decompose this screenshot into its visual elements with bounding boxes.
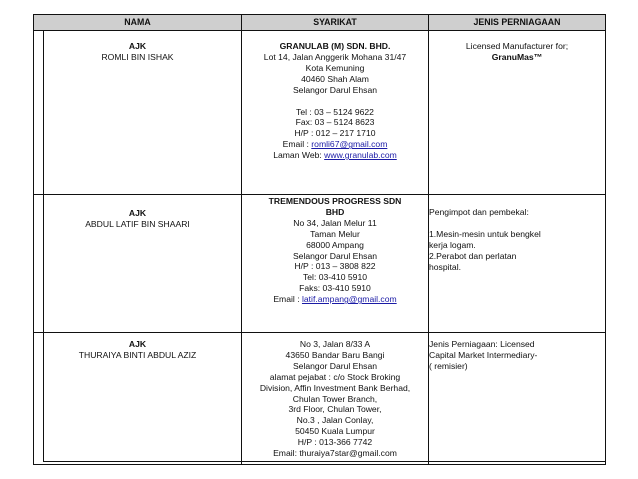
company-line: Division, Affin Investment Bank Berhad, — [259, 382, 411, 393]
business-line: kerja logam. — [429, 239, 476, 250]
company-line: No 3, Jalan 8/33 A — [299, 339, 371, 349]
member-name: ABDUL LATIF BIN SHAARI — [85, 218, 190, 229]
member-name: ROMLI BIN ISHAK — [101, 51, 174, 62]
table-row — [34, 195, 606, 333]
company-line: 3rd Floor, Chulan Tower, — [288, 404, 382, 415]
company-line: H/P : 012 – 217 1710 — [294, 128, 376, 139]
business-cell — [429, 31, 606, 195]
company-line: 43650 Bandar Baru Bangi — [285, 349, 385, 360]
website-line — [242, 150, 428, 161]
company-line: 50450 Kuala Lumpur — [295, 426, 375, 437]
company-line: Taman Melur — [310, 228, 360, 239]
company-line: Chulan Tower Branch, — [292, 393, 378, 404]
business-line: 1.Mesin-mesin untuk bengkel — [429, 228, 541, 239]
name-cell — [34, 31, 242, 195]
company-line: 40460 Shah Alam — [301, 73, 369, 84]
company-line: No.3 , Jalan Conlay, — [296, 415, 374, 426]
company-line: alamat pejabat : c/o Stock Broking — [269, 371, 401, 382]
company-line: Lot 14, Jalan Anggerik Mohana 31/47 — [263, 51, 407, 62]
business-cell — [429, 333, 606, 465]
business-line: 2.Perabot dan perlatan — [429, 250, 517, 261]
business-line: Licensed Manufacturer for; — [465, 41, 569, 51]
company-line: Selangor Darul Ehsan — [292, 250, 378, 261]
company-cell — [242, 195, 429, 333]
business-line: ( remisier) — [429, 360, 468, 371]
company-line: TREMENDOUS PROGRESS SDN — [268, 196, 402, 206]
company-line-blank — [242, 96, 428, 107]
business-line-blank — [429, 218, 605, 229]
company-line: H/P : 013-366 7742 — [297, 437, 373, 448]
role-label: AJK — [128, 208, 147, 218]
header-jenis-perniagaan: JENIS PERNIAGAAN — [429, 15, 606, 31]
business-brand: GranuMas™ — [491, 51, 543, 62]
role-label: AJK — [128, 339, 147, 349]
company-line: Tel : 03 – 5124 9622 — [296, 106, 374, 117]
table-row — [34, 333, 606, 465]
company-line: GRANULAB (M) SDN. BHD. — [279, 41, 391, 51]
name-cell — [34, 333, 242, 465]
business-cell — [429, 195, 606, 333]
company-line: Email: thuraiya7star@gmail.com — [273, 448, 397, 459]
table-row — [34, 31, 606, 195]
website-link[interactable]: www.granulab.com — [324, 150, 397, 161]
company-line: Selangor Darul Ehsan — [292, 360, 378, 371]
role-label: AJK — [128, 41, 147, 51]
email-link[interactable]: romli67@gmail.com — [311, 139, 388, 150]
company-cell — [242, 31, 429, 195]
business-line: hospital. — [429, 261, 462, 272]
business-line: Pengimpot dan pembekal: — [429, 207, 529, 217]
email-label: Email : — [273, 294, 302, 305]
company-line: Selangor Darul Ehsan — [292, 84, 378, 95]
website-label: Laman Web: — [273, 150, 325, 161]
company-line: 68000 Ampang — [306, 239, 364, 250]
company-line: Faks: 03-410 5910 — [299, 283, 371, 294]
company-line: No 34, Jalan Melur 11 — [293, 217, 377, 228]
committee-table — [33, 14, 606, 465]
company-cell — [242, 333, 429, 465]
business-line: Capital Market Intermediary- — [429, 349, 538, 360]
business-line: Jenis Perniagaan: Licensed — [429, 339, 535, 349]
company-line: H/P : 013 – 3808 822 — [294, 261, 376, 272]
header-syarikat: SYARIKAT — [242, 15, 429, 31]
email-label: Email : — [282, 139, 312, 150]
company-line: Kota Kemuning — [305, 62, 365, 73]
company-line: Tel: 03-410 5910 — [302, 272, 368, 283]
email-link[interactable]: latif.ampang@gmail.com — [301, 294, 397, 305]
member-name: THURAIYA BINTI ABDUL AZIZ — [78, 349, 197, 360]
company-line: Fax: 03 – 5124 8623 — [295, 117, 375, 128]
name-cell — [34, 195, 242, 333]
email-line — [242, 294, 428, 305]
company-line: BHD — [325, 206, 345, 217]
table-header-row — [34, 15, 606, 31]
header-nama: NAMA — [34, 15, 242, 31]
email-line — [242, 139, 428, 150]
